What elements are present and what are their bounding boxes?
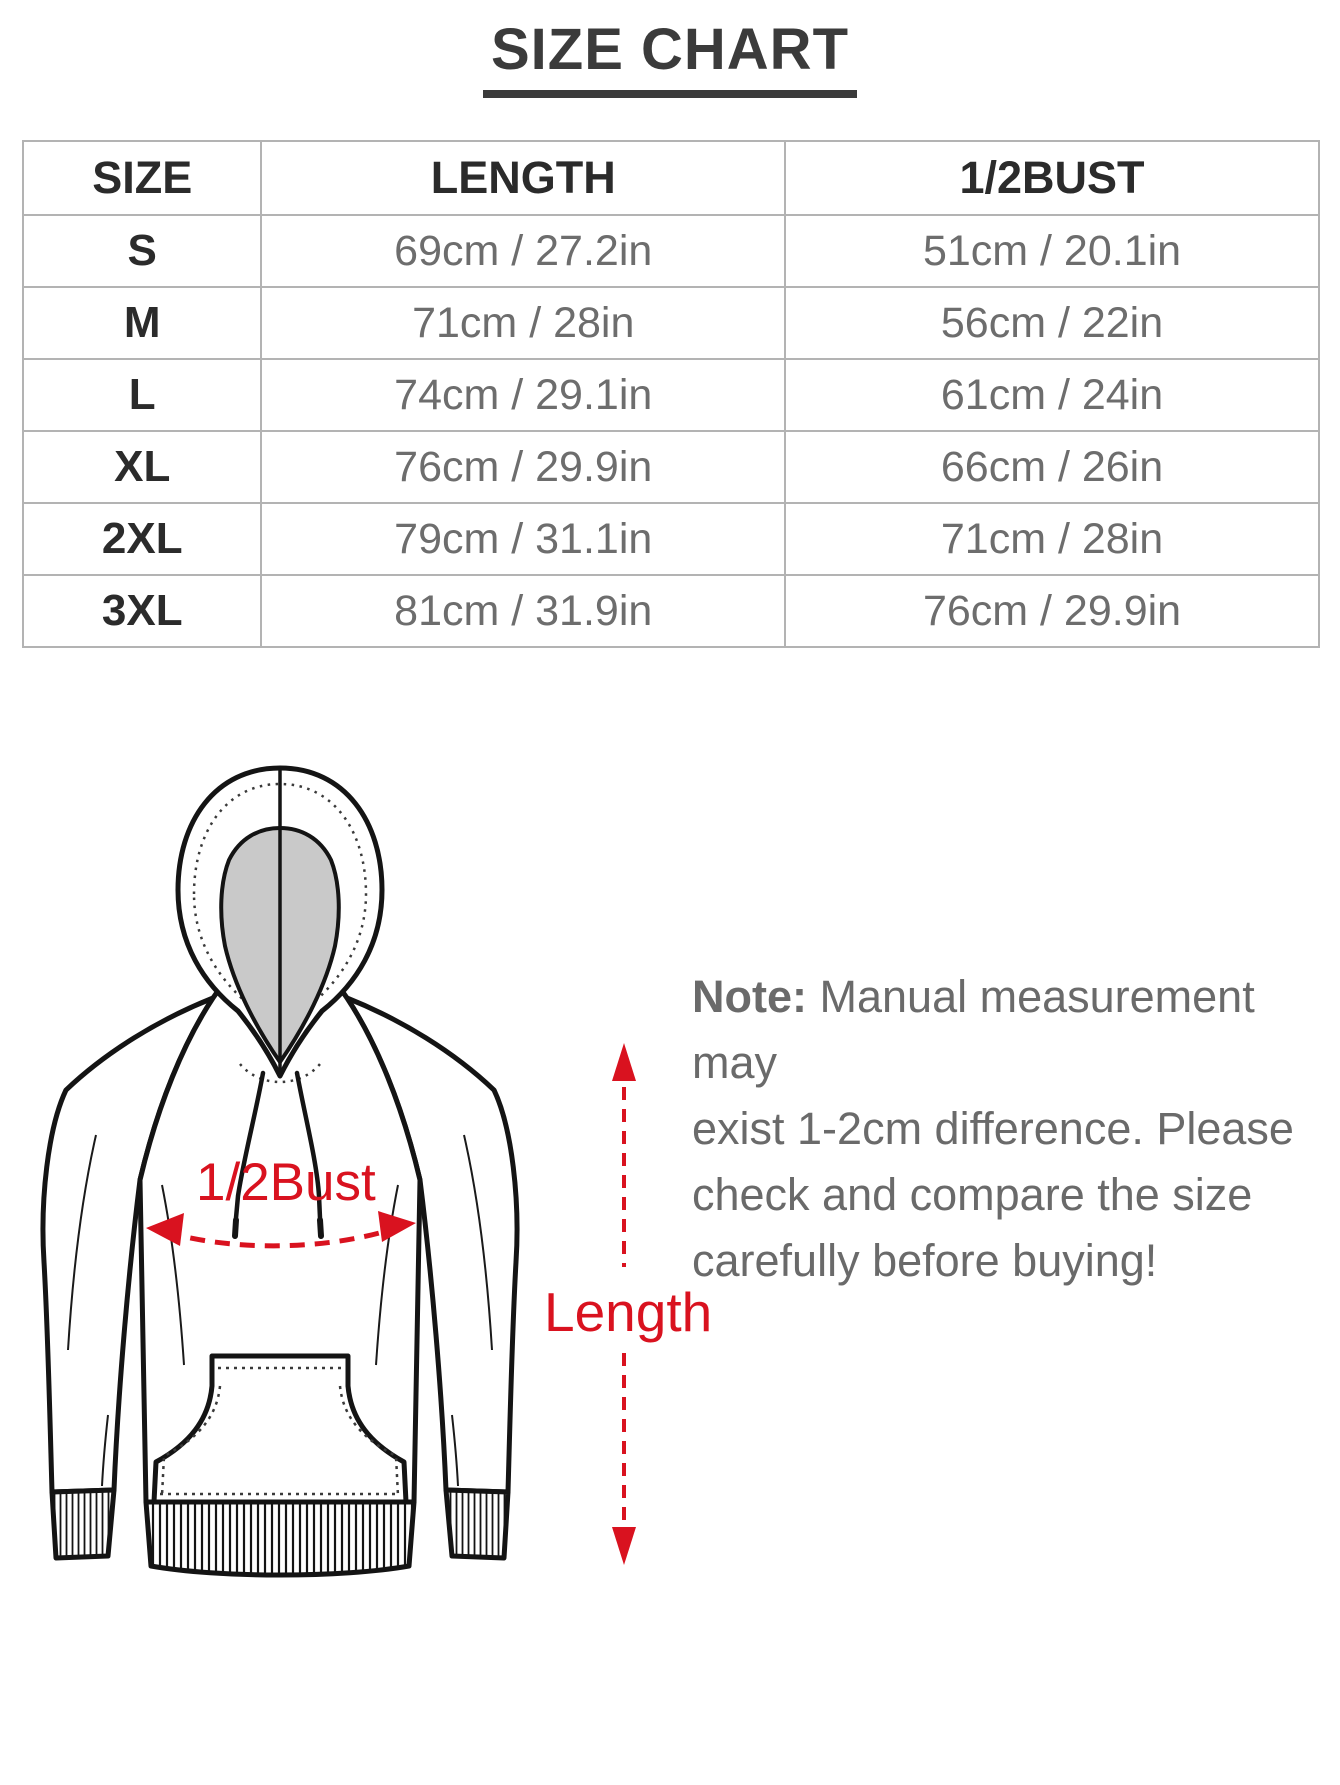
table-row bbox=[23, 359, 1319, 431]
table-row bbox=[23, 215, 1319, 287]
note-text: Manual measurement may bbox=[692, 971, 1255, 1088]
length-cell: 74cm / 29.1in bbox=[261, 359, 785, 431]
size-cell: XL bbox=[23, 431, 261, 503]
length-measurement-label: Length bbox=[544, 1281, 713, 1343]
half-bust-cell: 61cm / 24in bbox=[785, 359, 1319, 431]
size-cell: S bbox=[23, 215, 261, 287]
length-cell: 79cm / 31.1in bbox=[261, 503, 785, 575]
page-title: SIZE CHART bbox=[483, 16, 857, 98]
size-cell: M bbox=[23, 287, 261, 359]
right-cuff bbox=[446, 1490, 508, 1558]
length-cell: 81cm / 31.9in bbox=[261, 575, 785, 647]
column-header-size: SIZE bbox=[23, 141, 261, 215]
half-bust-cell: 71cm / 28in bbox=[785, 503, 1319, 575]
length-cell: 71cm / 28in bbox=[261, 287, 785, 359]
half-bust-cell: 51cm / 20.1in bbox=[785, 215, 1319, 287]
half-bust-cell: 56cm / 22in bbox=[785, 287, 1319, 359]
size-cell: 3XL bbox=[23, 575, 261, 647]
column-header-half-bust: 1/2BUST bbox=[785, 141, 1319, 215]
length-cell: 76cm / 29.9in bbox=[261, 431, 785, 503]
note-line: exist 1-2cm difference. Please bbox=[692, 1103, 1294, 1154]
size-chart-table bbox=[22, 140, 1320, 648]
measurement-note bbox=[692, 964, 1312, 1294]
length-cell: 69cm / 27.2in bbox=[261, 215, 785, 287]
size-cell: L bbox=[23, 359, 261, 431]
note-line: carefully before buying! bbox=[692, 1235, 1158, 1286]
bust-measurement-label: 1/2Bust bbox=[196, 1153, 376, 1212]
table-row bbox=[23, 287, 1319, 359]
ribbed-hem bbox=[146, 1502, 414, 1575]
note-line bbox=[692, 964, 1312, 1096]
table-row bbox=[23, 575, 1319, 647]
note-line: check and compare the size bbox=[692, 1169, 1253, 1220]
hoodie-illustration bbox=[10, 680, 540, 1580]
size-cell: 2XL bbox=[23, 503, 261, 575]
note-label: Note: bbox=[692, 971, 807, 1022]
title-wrap bbox=[0, 16, 1340, 98]
column-header-length: LENGTH bbox=[261, 141, 785, 215]
left-cuff bbox=[52, 1490, 114, 1558]
half-bust-cell: 66cm / 26in bbox=[785, 431, 1319, 503]
table-header-row bbox=[23, 141, 1319, 215]
table-row bbox=[23, 503, 1319, 575]
table-row bbox=[23, 431, 1319, 503]
half-bust-cell: 76cm / 29.9in bbox=[785, 575, 1319, 647]
